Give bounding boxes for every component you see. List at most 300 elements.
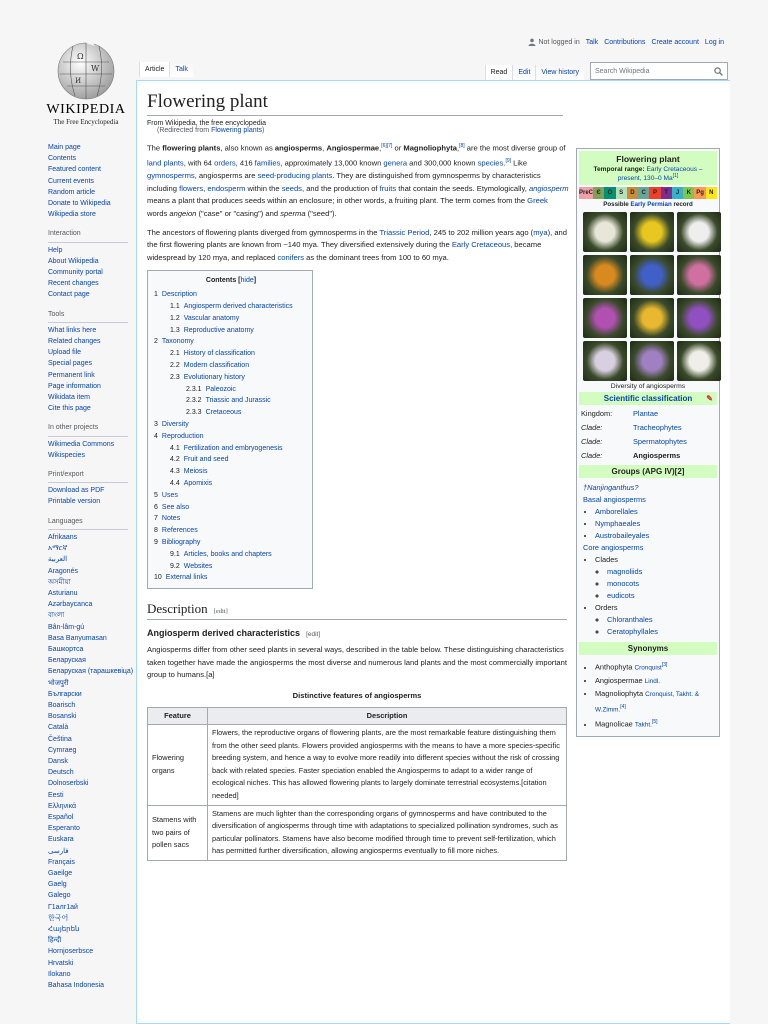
- sidebar-link[interactable]: Related changes: [48, 338, 101, 346]
- toc-link[interactable]: Vascular anatomy: [183, 314, 240, 322]
- image-caption: Diversity of angiosperms: [610, 383, 686, 391]
- groups-list: [579, 480, 717, 640]
- redirect-suffix: ): [262, 127, 265, 134]
- toc-link[interactable]: Paleozoic: [205, 385, 236, 393]
- sidebar-link[interactable]: Čeština: [48, 735, 72, 743]
- toc-link[interactable]: Notes: [161, 515, 181, 523]
- not-logged-in-text: Not logged in: [538, 38, 580, 46]
- synonym-list: [583, 659, 713, 731]
- sidebar-link[interactable]: Esperanto: [48, 825, 80, 833]
- sidebar-link[interactable]: Azərbaycanca: [48, 601, 93, 609]
- sidebar-link[interactable]: Galego: [48, 892, 71, 900]
- toc-list: [154, 289, 308, 584]
- sidebar-link[interactable]: Беларуская: [48, 657, 86, 665]
- list-link[interactable]: Amborellales: [595, 507, 638, 517]
- search-icon[interactable]: [714, 67, 723, 76]
- rank-label: Kingdom:: [581, 409, 613, 419]
- toc-number: 4.2: [170, 456, 180, 464]
- toc-number: 4.1: [170, 444, 180, 452]
- toc-link[interactable]: Uses: [161, 491, 178, 499]
- not-logged-in: [528, 38, 579, 46]
- sidebar-link[interactable]: हिन्दी: [48, 937, 62, 945]
- list-item: [607, 590, 713, 602]
- sidebar-link[interactable]: Ελληνικά: [48, 802, 77, 810]
- toc-link[interactable]: Evolutionary history: [183, 373, 245, 381]
- toc-item[interactable]: [154, 537, 308, 549]
- flower-photo[interactable]: [677, 298, 721, 338]
- sidebar-link[interactable]: 한국어: [48, 914, 69, 922]
- basal-angiosperms: [583, 494, 713, 506]
- sidebar-link[interactable]: Hrvatski: [48, 959, 74, 967]
- toc-number: 8: [154, 527, 158, 535]
- section-description-heading: [147, 601, 567, 620]
- sidebar-link[interactable]: Dolnoserbski: [48, 780, 89, 788]
- list-link[interactable]: monocots: [607, 579, 640, 589]
- table-header-feature: Feature: [148, 707, 208, 725]
- possible-record: [579, 201, 717, 208]
- derived-paragraph: Angiosperms differ from other seed plants in several ways, described in the table below. These distinguishing characteristics taken together have made the angiosperms the most diverse and numerous land plants and the most commercially important group to humans.[a]: [147, 645, 567, 680]
- svg-text:И: И: [75, 77, 82, 85]
- subsection-derived-title: Angiosperm derived characteristics: [147, 628, 301, 639]
- toc-item[interactable]: [154, 466, 308, 478]
- toc-number: 1: [154, 291, 158, 299]
- intro-paragraph-1: The flowering plants, also known as angiosperms, Angiospermae,[6][7] or Magnoliophyta,[8] are the most diverse group of land plants, with 64 orders, 416 families, approximately 13,000 known genera and 300,000 known species.[9] Like gymnosperms, angiosperms are seed-producing plants. They are distinguished from gymnosperms by characteristics including flowers, endosperm within the seeds, and the production of fruits that contain the seeds. Etymologically, angiosperm means a plant that produces seeds within an enclosure; in other words, a fruiting plant. The term comes from the Greek words angeion ("case" or "casing") and sperma ("seed").: [147, 143, 569, 219]
- sidebar-link[interactable]: Bahasa Indonesia: [48, 982, 105, 990]
- sidebar-link[interactable]: Euskara: [48, 836, 74, 844]
- toc-item[interactable]: [154, 419, 308, 431]
- toc-item[interactable]: [154, 561, 308, 573]
- possible-suffix: record: [673, 201, 693, 209]
- list-item: [607, 578, 713, 590]
- timeline-period[interactable]: D: [627, 187, 638, 199]
- sidebar-link[interactable]: Contents: [48, 155, 77, 163]
- edit-section-derived[interactable]: [edit]: [306, 631, 321, 639]
- toc-item[interactable]: [154, 478, 308, 490]
- sidebar-link[interactable]: About Wikipedia: [48, 257, 99, 265]
- synonym-name: Anthophyta: [595, 662, 633, 672]
- sidebar-link[interactable]: Bosanski: [48, 713, 77, 721]
- rank-label: Clade:: [581, 451, 603, 461]
- toc-number: 6: [154, 503, 158, 511]
- timeline-period[interactable]: C: [638, 187, 649, 199]
- synonym-authority[interactable]: Cronquist, Takht. & W.Zimm.: [595, 690, 700, 714]
- sidebar-link[interactable]: Help: [48, 246, 63, 254]
- list-item: [607, 614, 713, 626]
- redirect-prefix: (Redirected from: [157, 127, 212, 134]
- flower-photo[interactable]: [630, 212, 674, 252]
- synonym-name: Magnolicae: [595, 719, 633, 729]
- sidebar-interaction: [48, 245, 134, 301]
- synonyms-bar: Synonyms: [579, 642, 717, 655]
- temporal-range: [581, 166, 715, 182]
- sidebar-link[interactable]: Upload file: [48, 349, 82, 357]
- sidebar-link[interactable]: Basa Banyumasan: [48, 634, 107, 642]
- sidebar-link[interactable]: Cymraeg: [48, 746, 77, 754]
- sidebar-link[interactable]: Wikidata item: [48, 394, 91, 402]
- flower-photo[interactable]: [583, 212, 627, 252]
- table-header-row: [148, 707, 567, 725]
- toc-link[interactable]: Fruit and seed: [183, 456, 229, 464]
- toc-item[interactable]: [154, 502, 308, 514]
- sidebar-link[interactable]: অসমীয়া: [48, 578, 71, 586]
- sidebar-print-title: Print/export: [48, 469, 128, 483]
- sidebar-link[interactable]: Gaelg: [48, 881, 67, 889]
- toc-number: 1.2: [170, 314, 180, 322]
- flower-photo[interactable]: [583, 255, 627, 295]
- timeline-period[interactable]: J: [672, 187, 683, 199]
- wikipedia-logo[interactable]: [44, 40, 128, 126]
- sidebar-link[interactable]: Wikipedia store: [48, 211, 96, 219]
- flower-photo[interactable]: [677, 212, 721, 252]
- taxobox: [576, 148, 720, 737]
- timeline-period[interactable]: N: [706, 187, 717, 199]
- log-in-link[interactable]: Log in: [704, 38, 724, 46]
- sidebar-link[interactable]: Gaeilge: [48, 869, 73, 877]
- toc-number: 1.3: [170, 326, 180, 334]
- clades-label: Clades: [595, 555, 619, 565]
- sidebar-link[interactable]: Հայերեն: [48, 926, 80, 933]
- possible-link[interactable]: Early Permian: [630, 201, 672, 209]
- basal-list: [583, 506, 713, 542]
- list-item: [607, 566, 713, 578]
- sidebar-link[interactable]: বাংলা: [48, 612, 65, 620]
- timeline-period[interactable]: PreC: [579, 187, 593, 199]
- namespace-tabs: [139, 62, 193, 77]
- orders-item: [595, 602, 713, 638]
- synonym-authority[interactable]: Takht.: [634, 721, 652, 729]
- toc-number: 10: [154, 574, 162, 582]
- timeline-period[interactable]: Pg: [694, 187, 705, 199]
- sidebar-link[interactable]: Permanent link: [48, 371, 95, 379]
- synonym-ref[interactable]: [5]: [651, 719, 658, 726]
- sidebar-languages-title: Languages: [48, 516, 128, 530]
- list-link[interactable]: Nymphaeales: [595, 519, 641, 529]
- rank-row: [579, 449, 717, 463]
- sidebar-link[interactable]: فارسی: [48, 847, 69, 855]
- flower-photo[interactable]: [630, 298, 674, 338]
- flower-photo[interactable]: [583, 341, 627, 381]
- sidebar-link[interactable]: Random article: [48, 188, 96, 196]
- page-title: Flowering plant: [147, 91, 563, 116]
- synonym-item: [595, 659, 713, 674]
- toc-link[interactable]: Websites: [183, 562, 213, 570]
- rank-value[interactable]: Spermatophytes: [633, 437, 687, 447]
- synonym-authority[interactable]: Cronquist: [634, 664, 662, 672]
- toc-link[interactable]: Reproductive anatomy: [183, 326, 254, 334]
- toc-link[interactable]: Taxonomy: [161, 338, 194, 346]
- sidebar-navigation: [48, 142, 134, 220]
- tagline: The Free Encyclopedia: [53, 118, 119, 126]
- toc-number: 2.2: [170, 361, 180, 369]
- toc-link[interactable]: Cretaceous: [205, 409, 242, 417]
- toc-item[interactable]: [154, 513, 308, 525]
- list-item: [595, 530, 713, 542]
- rank-label: Clade:: [581, 423, 603, 433]
- sidebar-link[interactable]: Afrikaans: [48, 533, 78, 541]
- toc-number: 2.3: [170, 373, 180, 381]
- list-link[interactable]: magnoliids: [607, 567, 643, 577]
- edit-section-description[interactable]: [edit]: [213, 608, 228, 616]
- sidebar-link[interactable]: भोजपुरी: [48, 679, 69, 687]
- list-link[interactable]: Ceratophyllales: [607, 627, 658, 637]
- tab-talk[interactable]: Talk: [169, 62, 192, 77]
- temporal-range-link[interactable]: Early Cretaceous – present, 130–0 Ma: [617, 166, 703, 183]
- timeline-period[interactable]: S: [616, 187, 627, 199]
- nanjinganthus: [583, 482, 713, 494]
- basal-angiosperms-link[interactable]: Basal angiosperms: [583, 495, 646, 505]
- rank-value[interactable]: Tracheophytes: [633, 423, 682, 433]
- talk-link[interactable]: Talk: [585, 38, 599, 46]
- site-subtitle: From Wikipedia, the free encyclopedia: [147, 120, 267, 127]
- search-input[interactable]: [590, 62, 728, 80]
- table-cell-feature: Flowering organs: [148, 725, 208, 806]
- flower-photo[interactable]: [677, 341, 721, 381]
- sidebar-link[interactable]: Wikimedia Commons: [48, 440, 115, 448]
- sidebar-link[interactable]: Bân-lâm-gú: [48, 623, 85, 631]
- toc-number: 4.3: [170, 468, 180, 476]
- sidebar-link[interactable]: Deutsch: [48, 769, 74, 777]
- sidebar-link[interactable]: Г1алг1ай: [48, 903, 78, 911]
- synonym-item: [595, 716, 713, 731]
- sidebar-link[interactable]: Community portal: [48, 269, 103, 277]
- toc-link[interactable]: Reproduction: [161, 432, 204, 440]
- clade-list: [595, 566, 713, 602]
- toc-number: 2: [154, 338, 158, 346]
- search-placeholder: Search Wikipedia: [595, 67, 650, 75]
- toc-number: 1.1: [170, 303, 180, 310]
- toc-item[interactable]: [154, 490, 308, 502]
- sidebar-link[interactable]: Dansk: [48, 757, 68, 765]
- timeline-period[interactable]: P: [649, 187, 660, 199]
- sidebar-link[interactable]: Special pages: [48, 360, 92, 368]
- synonyms-list: [579, 657, 717, 733]
- tab-view-history[interactable]: View history: [535, 65, 584, 80]
- sidebar-link[interactable]: Hornjoserbsce: [48, 948, 94, 956]
- toc-item[interactable]: [154, 348, 308, 360]
- toc-item[interactable]: [154, 407, 308, 419]
- table-cell-description: Flowers, the reproductive organs of flowering plants, are the most remarkable feature distinguishing them from the other seed plants. Flowers provided angiosperms with the means to have a more species-specific breeding system, and hence a way to evolve more readily into different species without the risk of crossing back with related species. Faster speciation enabled the Angiosperms to adapt to a wider range of ecological niches. This has allowed flowering plants to largely dominate terrestrial ecosystems.[citation needed]: [208, 725, 567, 806]
- flower-photo[interactable]: [583, 298, 627, 338]
- user-icon: [528, 38, 536, 46]
- taxobox-name: Flowering plant: [616, 154, 680, 164]
- toc-link[interactable]: External links: [165, 574, 208, 582]
- toc-link[interactable]: Fertilization and embryogenesis: [183, 444, 283, 452]
- orders-label: Orders: [595, 603, 618, 613]
- sidebar-link[interactable]: Ilokano: [48, 970, 71, 978]
- table-header-description: Description: [208, 707, 567, 725]
- sidebar-link[interactable]: Donate to Wikipedia: [48, 200, 111, 208]
- sidebar-link[interactable]: العربية: [48, 556, 68, 564]
- sidebar-link[interactable]: Current events: [48, 177, 94, 185]
- toc-link[interactable]: References: [161, 527, 198, 535]
- timeline-period[interactable]: Є: [593, 187, 604, 199]
- toc-item[interactable]: [154, 313, 308, 325]
- sidebar-link[interactable]: Printable version: [48, 498, 101, 506]
- groups-bar: Groups (APG IV)[2]: [579, 465, 717, 478]
- tab-edit[interactable]: Edit: [512, 65, 535, 80]
- tab-article[interactable]: Article: [139, 62, 169, 77]
- contributions-link[interactable]: Contributions: [604, 38, 646, 46]
- toc-link[interactable]: See also: [161, 503, 190, 511]
- toc-number: 9.1: [170, 550, 180, 558]
- toc-link[interactable]: Bibliography: [161, 538, 201, 546]
- toc-hide-link[interactable]: hide: [240, 277, 254, 285]
- toc-link[interactable]: Description: [161, 291, 197, 299]
- sidebar-other-projects: [48, 439, 134, 461]
- sidebar-link[interactable]: Français: [48, 858, 75, 866]
- toc-number: 9.2: [170, 562, 180, 570]
- toc-number: 3: [154, 420, 158, 428]
- svg-text:Ω: Ω: [77, 52, 84, 61]
- toc-link[interactable]: Triassic and Jurassic: [205, 397, 271, 405]
- sidebar-interaction-title: Interaction: [48, 228, 128, 242]
- sidebar-languages: [48, 532, 134, 991]
- list-link[interactable]: Austrobaileyales: [595, 531, 650, 541]
- timeline-period[interactable]: K: [683, 187, 694, 199]
- toc-title-text: Contents: [205, 277, 237, 285]
- toc-item[interactable]: [154, 443, 308, 455]
- toc-item[interactable]: [154, 301, 308, 313]
- features-table: [147, 688, 567, 861]
- sidebar-tools-title: Tools: [48, 309, 128, 323]
- sidebar-link[interactable]: Aragonés: [48, 567, 78, 575]
- sidebar-link[interactable]: Contact page: [48, 291, 90, 299]
- puzzle-globe-icon: [55, 40, 117, 100]
- toc-item[interactable]: [154, 384, 308, 396]
- toc-item[interactable]: [154, 549, 308, 561]
- sidebar-print-export: [48, 485, 134, 507]
- rank-row: [579, 407, 717, 421]
- synonym-name: Angiospermae: [595, 675, 643, 685]
- timeline-period[interactable]: T: [661, 187, 672, 199]
- rank-value[interactable]: Plantae: [633, 409, 659, 419]
- toc-item[interactable]: [154, 431, 308, 443]
- toc-item[interactable]: [154, 454, 308, 466]
- synonym-item: [595, 675, 713, 688]
- synonym-item: [595, 688, 713, 716]
- toc-item[interactable]: [154, 360, 308, 372]
- toc-item[interactable]: [154, 336, 308, 348]
- section-description-title: Description: [147, 601, 208, 617]
- list-item: [595, 506, 713, 518]
- sidebar-link[interactable]: Featured content: [48, 166, 101, 174]
- sidebar-link[interactable]: Català: [48, 724, 69, 732]
- toc-number: 2.1: [170, 350, 180, 358]
- toc-number: 4: [154, 432, 158, 440]
- rank-row: [579, 421, 717, 435]
- toc-item[interactable]: [154, 325, 308, 337]
- create-account-link[interactable]: Create account: [651, 38, 699, 46]
- toc-link[interactable]: Meiosis: [183, 468, 208, 476]
- list-item: [607, 626, 713, 638]
- table-cell-description: Stamens are much lighter than the corresponding organs of gymnosperms and have contributed to the diversification of angiosperms through time with adaptations to specialized pollination syndromes, such as particular pollinators. Stamens have also become modified through time to prevent self-fertilization, which has permitted further diversification, allowing angiosperms eventually to fill more niches.: [208, 805, 567, 860]
- synonym-name: Magnoliophyta: [595, 688, 644, 698]
- toc-title: Contents [hide]: [205, 277, 257, 285]
- svg-text:W: W: [91, 64, 100, 73]
- toc-link[interactable]: Modern classification: [183, 361, 250, 369]
- tab-read[interactable]: Read: [485, 65, 513, 80]
- nanjinganthus-link[interactable]: †Nanjinganthus?: [583, 483, 639, 493]
- table-row: [148, 805, 567, 860]
- sidebar-link[interactable]: Main page: [48, 144, 81, 151]
- core-angiosperms: [583, 542, 713, 554]
- rank-value: Angiosperms: [633, 451, 681, 461]
- redirect-note: [157, 127, 720, 134]
- toc-item[interactable]: [154, 372, 308, 384]
- sidebar-link[interactable]: Download as PDF: [48, 487, 105, 495]
- possible-label: Possible: [603, 201, 629, 209]
- classification-ranks: [579, 407, 717, 463]
- toc-item[interactable]: [154, 572, 308, 584]
- temporal-range-ref[interactable]: [1]: [672, 173, 679, 179]
- list-link[interactable]: Chloranthales: [607, 615, 653, 625]
- sidebar-link[interactable]: Español: [48, 813, 74, 821]
- synonym-ref[interactable]: [4]: [620, 703, 626, 710]
- synonym-ref[interactable]: [3]: [661, 662, 668, 669]
- sidebar-link[interactable]: Page information: [48, 382, 101, 390]
- rank-row: [579, 435, 717, 449]
- synonym-authority[interactable]: Lindl.: [644, 677, 661, 685]
- toc-number: 2.3.2: [186, 397, 202, 405]
- core-list: [583, 554, 713, 638]
- sidebar-link[interactable]: Беларуская (тарашкевіца): [48, 668, 134, 676]
- sidebar-link[interactable]: Башкортса: [48, 645, 84, 653]
- view-tabs: [485, 62, 728, 80]
- sidebar-link[interactable]: Български: [48, 690, 82, 698]
- toc-number: 5: [154, 491, 158, 499]
- toc-item[interactable]: [154, 289, 308, 301]
- flower-photo[interactable]: [630, 341, 674, 381]
- rank-label: Clade:: [581, 437, 603, 447]
- redirect-link[interactable]: Flowering plants: [211, 127, 263, 134]
- sidebar-link[interactable]: Recent changes: [48, 280, 99, 288]
- sidebar-link[interactable]: Eesti: [48, 791, 64, 799]
- scientific-classification-link[interactable]: Scientific classification: [603, 394, 693, 404]
- table-cell-feature: Stamens with two pairs of pollen sacs: [148, 805, 208, 860]
- toc-link[interactable]: Diversity: [161, 420, 189, 428]
- list-item: [595, 518, 713, 530]
- taxobox-header: [579, 151, 717, 185]
- timeline-period[interactable]: O: [604, 187, 615, 199]
- sidebar-other-title: In other projects: [48, 422, 128, 436]
- toc-link[interactable]: History of classification: [183, 350, 255, 358]
- flower-image-grid[interactable]: [583, 212, 713, 381]
- toc-item[interactable]: [154, 525, 308, 537]
- flower-photo[interactable]: [677, 255, 721, 295]
- sidebar-link[interactable]: Cite this page: [48, 405, 91, 413]
- toc-number: 9: [154, 538, 158, 546]
- sidebar-link[interactable]: Boarisch: [48, 701, 76, 709]
- sidebar-link[interactable]: አማርኛ: [48, 545, 68, 553]
- core-angiosperms-link[interactable]: Core angiosperms: [583, 543, 644, 553]
- list-link[interactable]: eudicots: [607, 591, 635, 601]
- toc-link[interactable]: Angiosperm derived characteristics: [183, 303, 293, 310]
- toc-item[interactable]: [154, 395, 308, 407]
- sidebar-link[interactable]: What links here: [48, 326, 97, 334]
- toc-link[interactable]: Articles, books and chapters: [183, 550, 272, 558]
- sidebar-link[interactable]: Asturianu: [48, 589, 78, 597]
- toc-link[interactable]: Apomixis: [183, 479, 213, 487]
- sidebar-link[interactable]: Wikispecies: [48, 451, 85, 459]
- toc-number: 4.4: [170, 479, 180, 487]
- personal-tools: [528, 38, 724, 46]
- flower-photo[interactable]: [630, 255, 674, 295]
- temporal-range-label: Temporal range:: [593, 166, 645, 173]
- order-list: [595, 614, 713, 638]
- edit-pencil-icon[interactable]: ✎: [706, 394, 713, 404]
- table-of-contents: [147, 270, 313, 589]
- sidebar: [48, 142, 134, 991]
